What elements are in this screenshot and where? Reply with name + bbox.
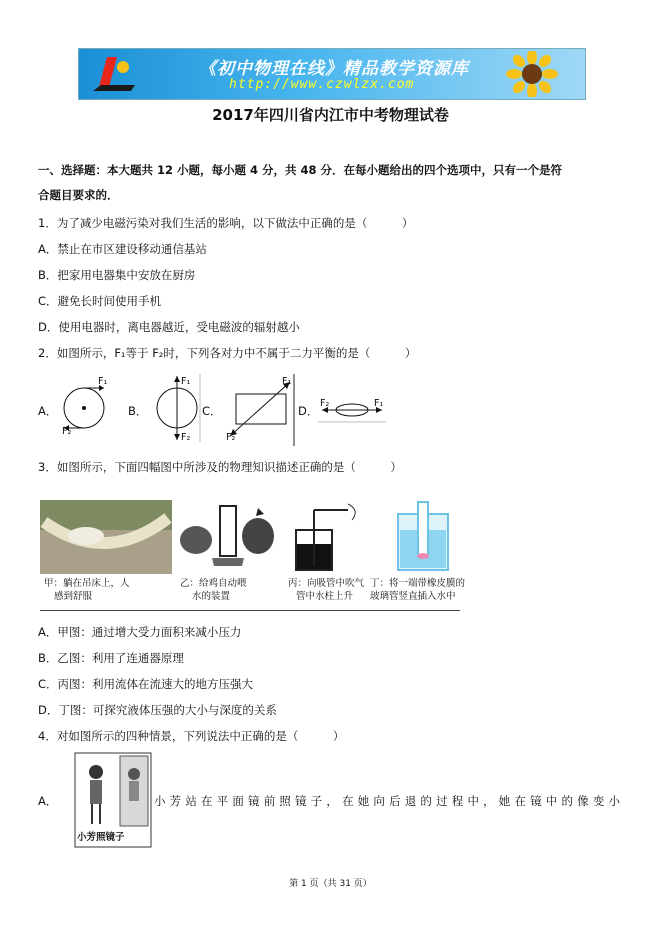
- q3-option-a: A．甲图：通过增大受力面积来减小压力: [38, 625, 242, 639]
- q2-d-f1: F₁: [374, 398, 384, 409]
- q3-straw-beaker-image: [288, 500, 368, 574]
- document-title: 2017年四川省内江市中考物理试卷: [212, 106, 449, 124]
- q4-option-a-label: A．: [38, 794, 58, 808]
- q2-label-a: A．: [38, 404, 58, 418]
- q3-chicken-feeder-image: [176, 500, 276, 574]
- q2-b-f2: F₂: [181, 432, 191, 443]
- sunflower-icon: [497, 51, 567, 97]
- header-banner: [78, 48, 586, 100]
- q1-stem: 1．为了减少电磁污染对我们生活的影响，以下做法中正确的是（ ）: [38, 216, 414, 230]
- banner-url: http://www.czwlzx.com: [229, 77, 415, 92]
- q2-stem: 2．如图所示，F₁等于 F₂时，下列各对力中不属于二力平衡的是（ ）: [38, 346, 417, 360]
- q2-c-f1: F₁: [282, 376, 292, 387]
- q3-option-c: C．丙图：利用流体在流速大的地方压强大: [38, 677, 254, 691]
- q3-stem: 3．如图所示，下面四幅图中所涉及的物理知识描述正确的是（ ）: [38, 460, 402, 474]
- q1-option-d: D．使用电器时，离电器越近，受电磁波的辐射越小: [38, 320, 300, 334]
- page-footer: 第 1 页（共 31 页）: [289, 879, 372, 889]
- q3-figure-strip: [40, 500, 466, 611]
- q2-a-f2: F₂: [62, 426, 72, 437]
- q2-label-d: D．: [298, 404, 319, 418]
- q3-hammock-image: [40, 500, 172, 574]
- q3-caption-ding-2: 玻璃管竖直插入水中: [370, 591, 456, 602]
- q2-d-f2: F₂: [320, 398, 330, 409]
- q3-caption-jia-1: 甲：躺在吊床上，人: [44, 578, 130, 589]
- section-heading-line2: 合题目要求的．: [38, 188, 119, 202]
- site-logo-icon: [87, 53, 137, 95]
- q4-option-a-text: 小芳站在平面镜前照镜子，在她向后退的过程中，她在镜中的像变小: [154, 794, 620, 808]
- q3-caption-yi-2: 水的装置: [192, 591, 231, 602]
- q3-caption-jia-2: 感到舒服: [54, 591, 93, 602]
- q3-tube-water-image: [388, 500, 458, 574]
- q3-option-b: B．乙图：利用了连通器原理: [38, 651, 184, 665]
- q3-caption-ding-1: 丁：将一端带橡皮膜的: [370, 578, 466, 589]
- q3-caption-bing-1: 丙：向吸管中吹气: [288, 578, 365, 589]
- q3-option-d: D．丁图：可探究液体压强的大小与深度的关系: [38, 703, 277, 717]
- q1-option-a: A．禁止在市区建设移动通信基站: [38, 242, 207, 256]
- banner-title: 《初中物理在线》精品教学资源库: [199, 59, 469, 79]
- q2-a-f1: F₁: [98, 376, 108, 387]
- q2-c-f2: F₂: [226, 432, 236, 443]
- q3-caption-bing-2: 管中水柱上升: [296, 591, 354, 602]
- q2-label-c: C．: [202, 404, 222, 418]
- q4-image-caption: 小芳照镜子: [77, 832, 125, 843]
- q1-option-c: C．避免长时间使用手机: [38, 294, 162, 308]
- q1-option-b: B．把家用电器集中安放在厨房: [38, 268, 196, 282]
- section-heading-line1: 一、选择题：本大题共 12 小题，每小题 4 分，共 48 分．在每小题给出的四个选项中，只有一个是符: [38, 163, 563, 177]
- q3-caption-yi-1: 乙：给鸡自动喂: [180, 578, 247, 589]
- q4-stem: 4．对如图所示的四种情景，下列说法中正确的是（ ）: [38, 729, 345, 743]
- q2-b-f1: F₁: [181, 376, 191, 387]
- q2-label-b: B．: [128, 404, 148, 418]
- q2-figure-b: [152, 372, 202, 444]
